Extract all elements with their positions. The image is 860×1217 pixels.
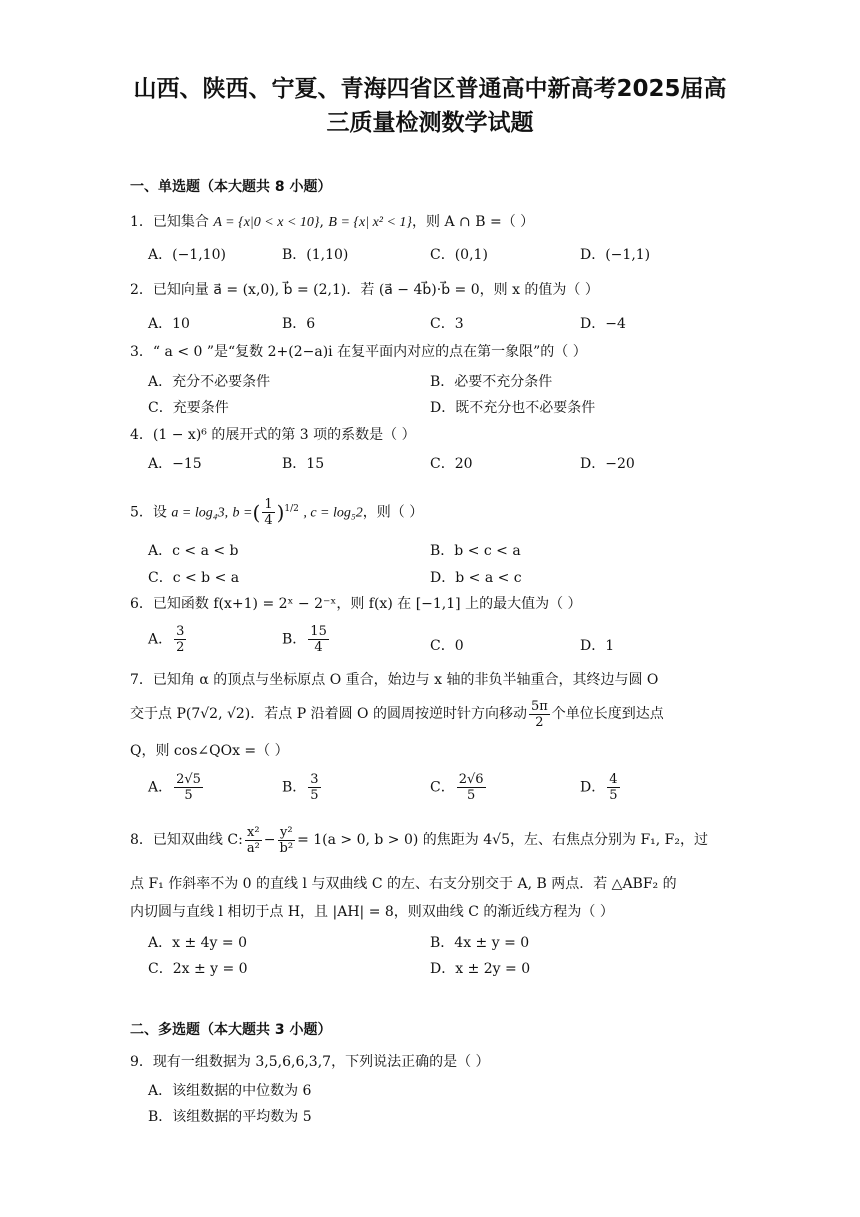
- section-multiple-choice: 二、多选题（本大题共 3 小题）: [130, 1022, 332, 1038]
- page-title-line2: 三质量检测数学试题: [326, 110, 534, 136]
- option-b: B．6: [282, 316, 316, 332]
- question-7-line3: Q，则 cos∠QOx =（ ）: [130, 743, 289, 759]
- question-3: [130, 343, 730, 361]
- question-number: 7．: [130, 672, 153, 688]
- option-a: A．该组数据的中位数为 6: [148, 1083, 312, 1099]
- option-a: A．−15: [148, 456, 202, 472]
- option-a: A．x ± 4y = 0: [148, 935, 247, 951]
- option-d: D． $\frac{4}{5}$: [580, 772, 618, 803]
- option-d: D．−20: [580, 456, 635, 472]
- fraction: $\frac{3}{2}$: [176, 624, 185, 655]
- question-number: 6．: [130, 596, 153, 612]
- exponent: 1/2: [284, 504, 299, 514]
- question-text: ，则（ ）: [362, 504, 424, 521]
- option-d: D．(−1,1): [580, 247, 651, 263]
- fraction: $\frac{3}{5}$: [310, 772, 319, 803]
- option-b: B．该组数据的平均数为 5: [148, 1109, 312, 1125]
- option-c: C．3: [430, 316, 464, 332]
- set-b: B = {x| x² < 1}: [328, 215, 413, 230]
- option-c: C．(0,1): [430, 247, 488, 263]
- option-b: B．4x ± y = 0: [430, 935, 530, 951]
- question-text: 已知函数 f(x+1) = 2ˣ − 2⁻ˣ，则 f(x) 在 [−1,1] 上的最大值为（ ）: [152, 596, 582, 612]
- question-7-line2: 交于点 P(7√2, √2)．若点 P 沿着圆 O 的圆周按逆时针方向移动 $\frac{5\pi}{2}$ 个单位长度到达点: [130, 698, 664, 730]
- option-c: C．20: [430, 456, 473, 472]
- question-4: [130, 426, 730, 444]
- question-text: 已知角 α 的顶点与坐标原点 O 重合，始边与 x 轴的非负半轴重合，其终边与圆 O: [152, 672, 659, 688]
- question-1: 1．已知集合 A = {x|0 < x < 10}, B = {x| x² < 1}，则 A ∩ B =（ ）: [130, 214, 535, 230]
- fraction: $\frac{1}{4}$: [264, 497, 273, 529]
- question-text: (1 − x)⁶ 的展开式的第 3 项的系数是（ ）: [152, 427, 416, 443]
- fraction: $\frac{2√6}{5}$: [458, 772, 484, 803]
- question-6: [130, 595, 730, 613]
- option-c: C． $\frac{2√6}{5}$: [430, 772, 484, 803]
- question-9: [130, 1053, 730, 1071]
- option-b: B．15: [282, 456, 325, 472]
- question-number: 4．: [130, 427, 153, 443]
- option-d: D．x ± 2y = 0: [430, 961, 531, 977]
- option-a: A．10: [148, 316, 190, 332]
- question-text: 已知集合: [152, 214, 209, 230]
- question-text: 现有一组数据为 3,5,6,6,3,7，下列说法正确的是（ ）: [152, 1054, 490, 1070]
- question-5: 5．设 a = log₄3, b =( $\frac{1}{4}$ )$^{1/2}$ , c = log₅2，则（ ）: [130, 497, 424, 529]
- question-number: 2．: [130, 282, 153, 298]
- question-number: 8．: [130, 832, 153, 848]
- option-d: D．−4: [580, 316, 626, 332]
- set-a: A = {x|0 < x < 10}: [213, 215, 320, 230]
- option-b: B．必要不充分条件: [430, 374, 553, 390]
- question-number: 3．: [130, 344, 153, 360]
- fraction: $\frac{5\pi}{2}$: [530, 698, 548, 730]
- question-8-line2: 点 F₁ 作斜率不为 0 的直线 l 与双曲线 C 的左、右支分别交于 A, B 两点．若 △ABF₂ 的: [130, 876, 677, 892]
- option-c: C．0: [430, 638, 464, 654]
- option-b: B．(1,10): [282, 247, 349, 263]
- question-2: [130, 281, 730, 299]
- question-8: 8．已知双曲线 C: $\frac{\text{x²}}{\text{a²}}$ − $\frac{\text{y²}}{\text{b²}}$ = 1(a > 0, b > 0) 的焦距为 4√5，左、右焦点分别为 F₁, F₂，过: [130, 824, 708, 856]
- section-single-choice: 一、单选题（本大题共 8 小题）: [130, 179, 332, 195]
- option-d: D．b < a < c: [430, 570, 522, 586]
- option-c: C．充要条件: [148, 400, 229, 416]
- option-b: B． $\frac{15}{4}$: [282, 624, 327, 655]
- page-title-line1: 山西、陕西、宁夏、青海四省区普通高中新高考2025届高: [133, 76, 727, 102]
- fraction: $\frac{15}{4}$: [310, 624, 327, 655]
- var-c: , c = log₅2: [303, 505, 363, 521]
- question-number: 9．: [130, 1054, 153, 1070]
- question-text: ，则 A ∩ B =（ ）: [412, 214, 535, 230]
- option-c: C．2x ± y = 0: [148, 961, 248, 977]
- option-b: B． $\frac{3}{5}$: [282, 772, 319, 803]
- question-7: [130, 671, 730, 689]
- option-a: A．充分不必要条件: [148, 374, 271, 390]
- question-8-line3: 内切圆与直线 l 相切于点 H，且 |AH| = 8，则双曲线 C 的渐近线方程为（ ）: [130, 904, 614, 920]
- question-text: “ a < 0 ”是“复数 2+(2−a)i 在复平面内对应的点在第一象限”的（ ）: [152, 344, 587, 360]
- option-a: A． $\frac{3}{2}$: [148, 624, 185, 655]
- question-text: 设: [152, 504, 167, 521]
- option-a: A．c < a < b: [148, 543, 239, 559]
- fraction: $\frac{2√5}{5}$: [176, 772, 201, 803]
- var-a: a = log₄3,: [171, 505, 229, 521]
- fraction: $\frac{\text{x²}}{\text{a²}}$: [246, 824, 260, 856]
- option-c: C．c < b < a: [148, 570, 240, 586]
- fraction: $\frac{\text{y²}}{\text{b²}}$: [279, 824, 294, 856]
- question-number: 5．: [130, 504, 153, 521]
- question-text: 已知向量 a⃗ = (x,0), b⃗ = (2,1)．若 (a⃗ − 4b⃗)·b⃗ = 0，则 x 的值为（ ）: [152, 282, 599, 298]
- option-b: B．b < c < a: [430, 543, 521, 559]
- option-d: D．既不充分也不必要条件: [430, 400, 596, 416]
- question-number: 1．: [130, 214, 153, 230]
- option-a: A．(−1,10): [148, 247, 226, 263]
- option-a: A． $\frac{2√5}{5}$: [148, 772, 201, 803]
- var-b: b =: [232, 505, 253, 521]
- option-d: D．1: [580, 638, 615, 654]
- fraction: $\frac{4}{5}$: [609, 772, 618, 803]
